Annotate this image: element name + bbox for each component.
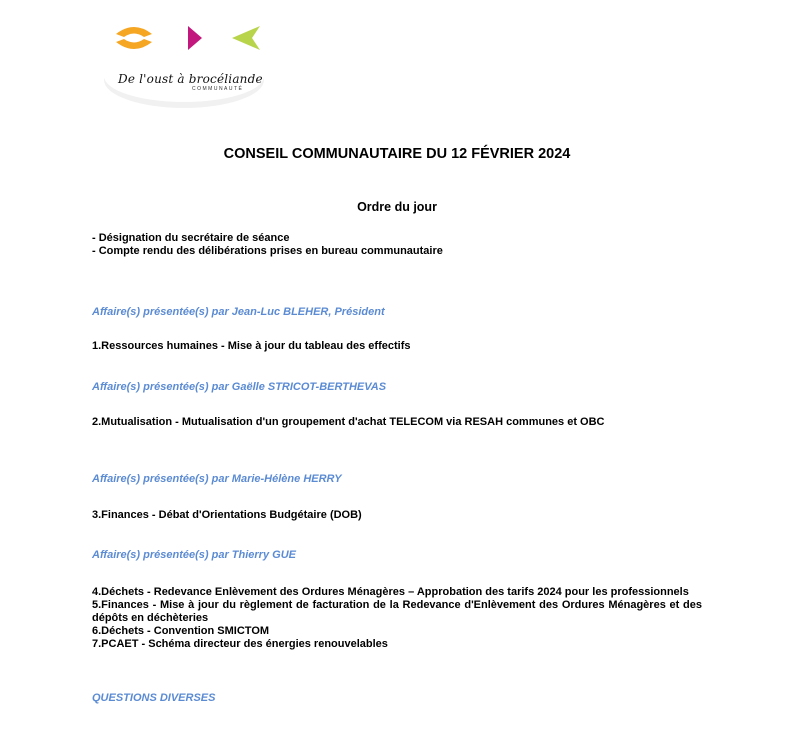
preliminaries-list [92,232,702,258]
logo-mark-icon [100,18,278,110]
presenter-heading: Affaire(s) présentée(s) par Thierry GUE [92,549,296,561]
closing-heading: QUESTIONS DIVERSES [92,692,216,704]
agenda-item: 7.PCAET - Schéma directeur des énergies renouvelables [92,638,388,650]
agenda-item: 1.Ressources humaines - Mise à jour du tableau des effectifs [92,340,411,352]
logo-tagline: De l'oust à brocéliande [118,72,263,86]
agenda-heading: Ordre du jour [357,200,437,214]
agenda-item: 3.Finances - Débat d'Orientations Budgétaire (DOB) [92,509,362,521]
presenter-heading: Affaire(s) présentée(s) par Jean-Luc BLEHER, Président [92,306,385,318]
agenda-item: 4.Déchets - Redevance Enlèvement des Ordures Ménagères – Approbation des tarifs 2024 pour les professionnels [92,586,689,598]
page-title: CONSEIL COMMUNAUTAIRE DU 12 FÉVRIER 2024 [223,146,571,162]
preliminary-item: - Désignation du secrétaire de séance [92,232,290,244]
logo-subtitle: COMMUNAUTÉ [192,86,244,92]
presenter-heading: Affaire(s) présentée(s) par Marie-Hélène HERRY [92,473,342,485]
agenda-item: 6.Déchets - Convention SMICTOM [92,625,270,637]
presenter-heading: Affaire(s) présentée(s) par Gaëlle STRICOT-BERTHEVAS [92,381,387,393]
agenda-item: 2.Mutualisation - Mutualisation d'un groupement d'achat TELECOM via RESAH communes et OBC [92,416,605,428]
agenda-item: 5.Finances - Mise à jour du règlement de facturation de la Redevance d'Enlèvement des Ordures Ménagères et des dépôts en déchèteries [92,599,702,624]
preliminary-item: - Compte rendu des délibérations prises en bureau communautaire [92,245,443,257]
agenda-items-group [92,586,702,651]
obc-logo [100,18,278,110]
